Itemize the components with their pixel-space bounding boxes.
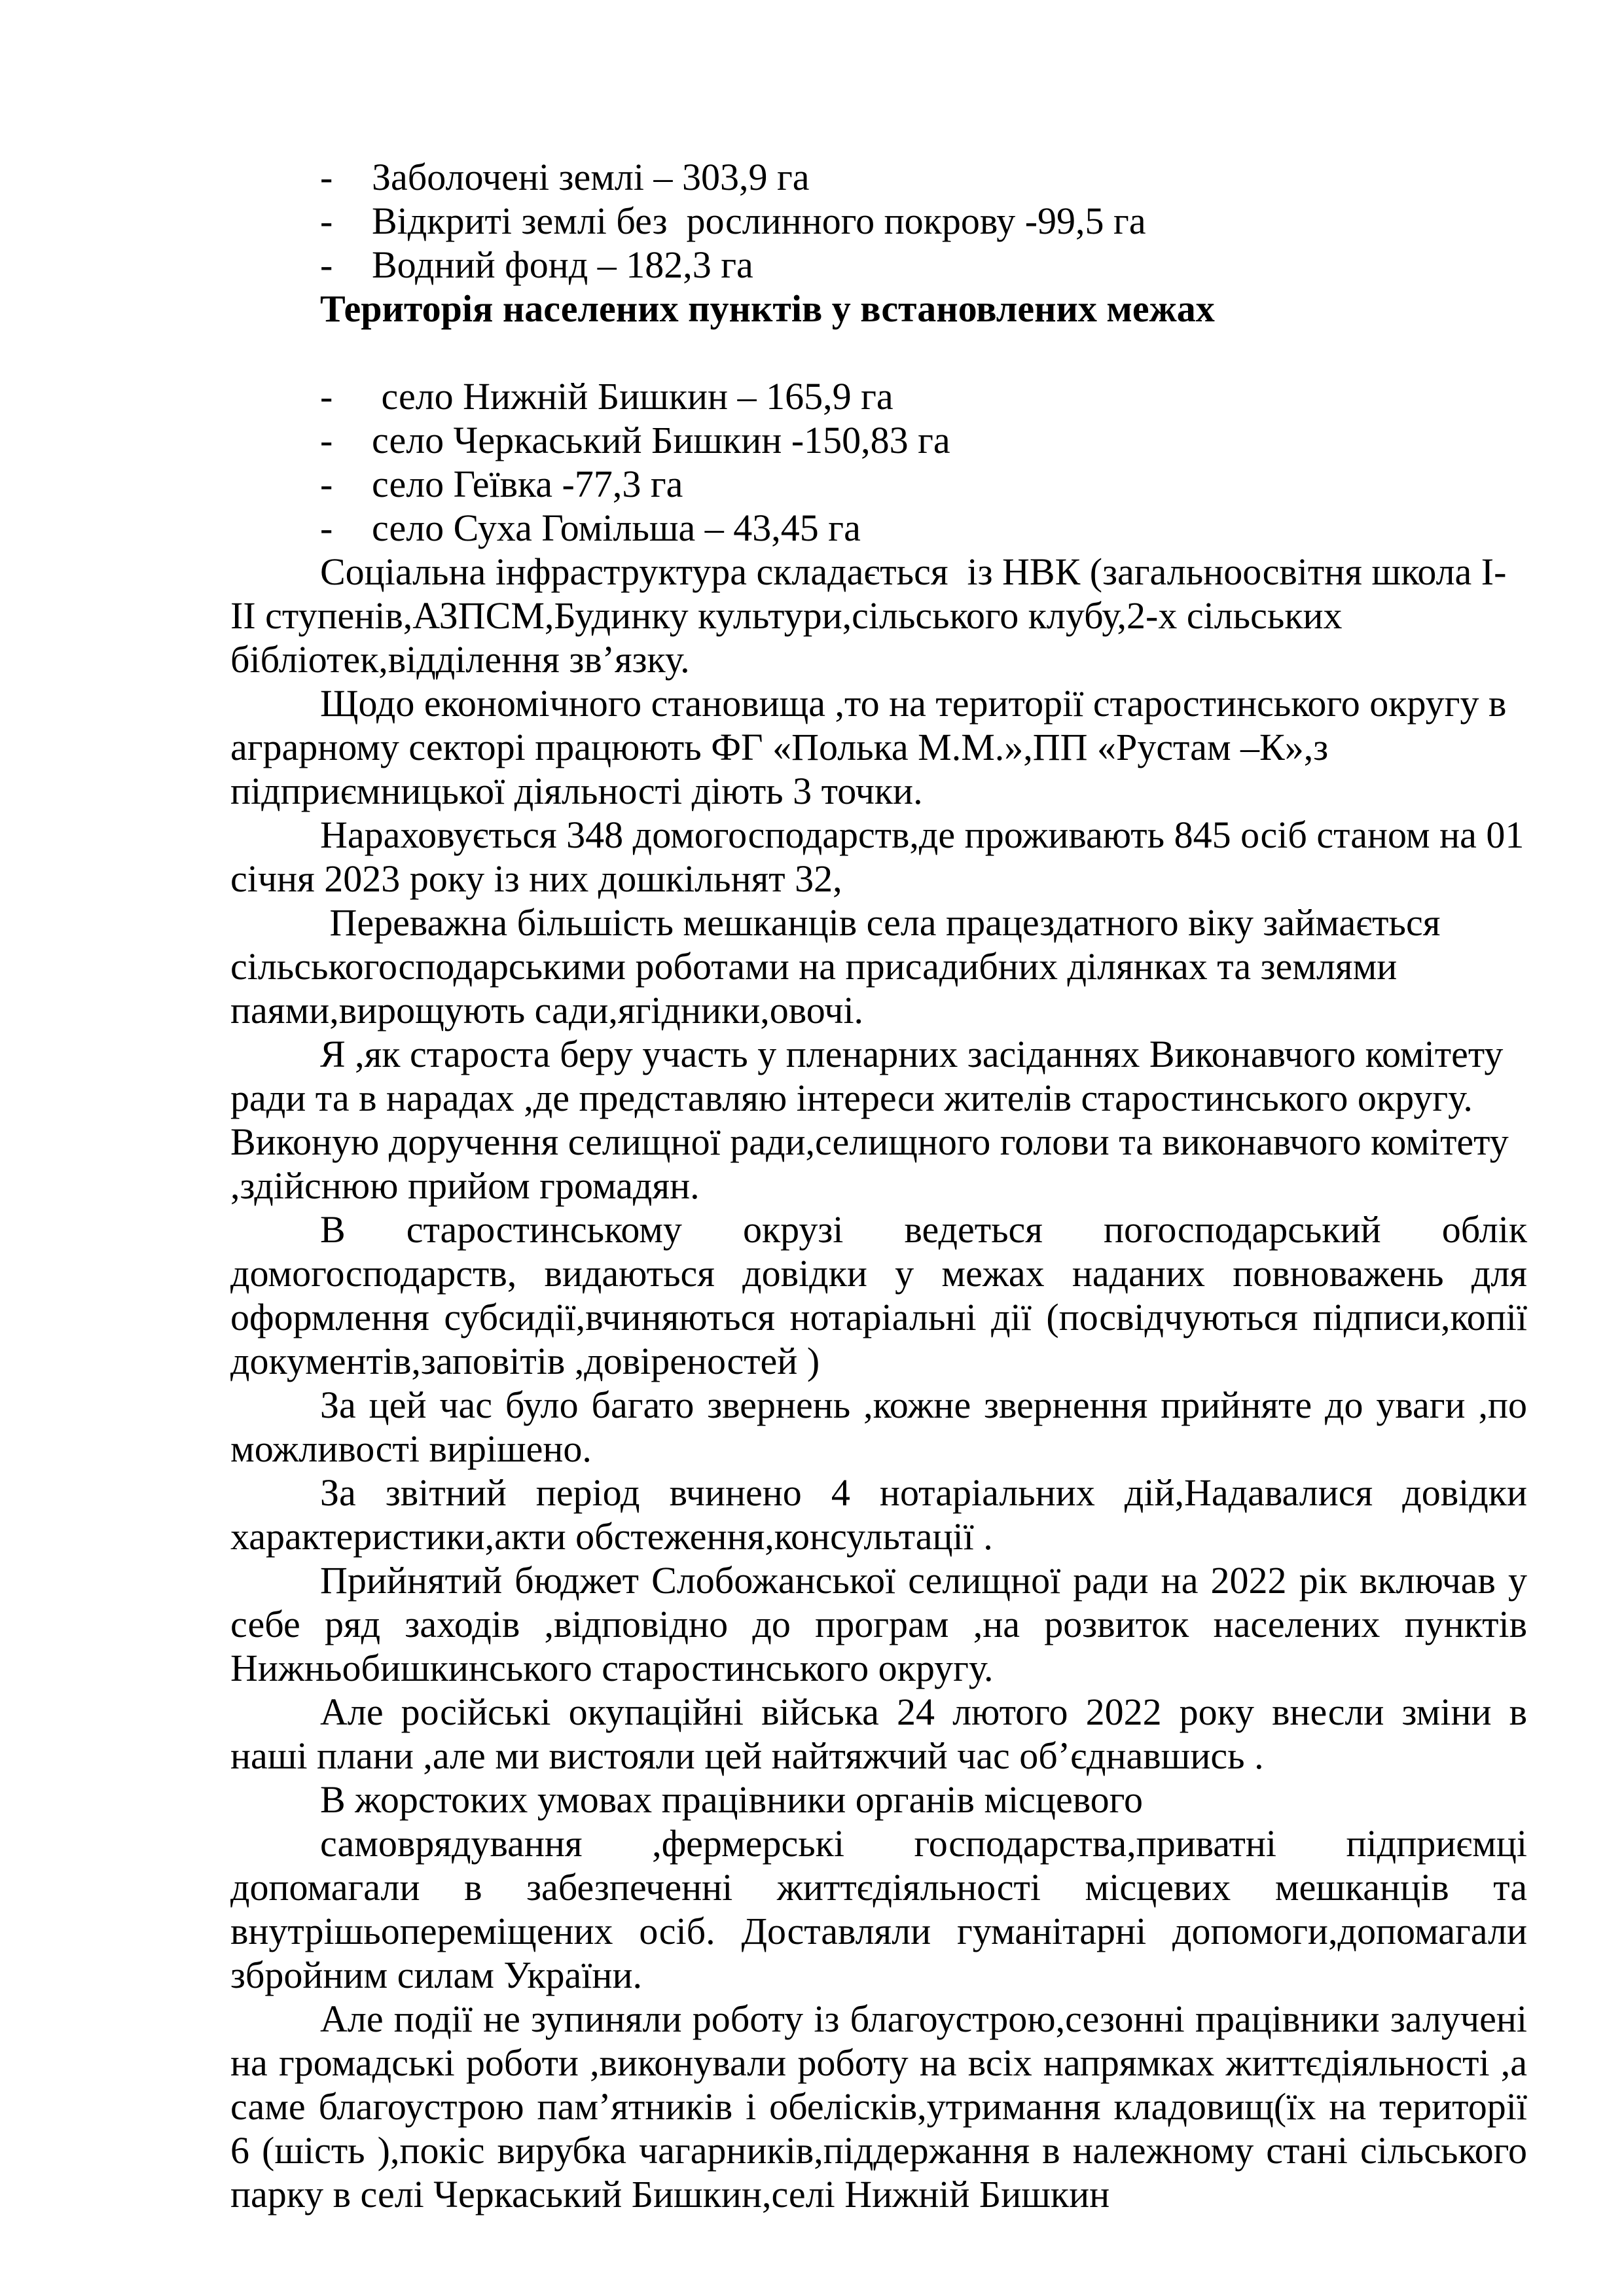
paragraph: Щодо економічного становища ,то на території старостинського округу в аграрному секторі працюють ФГ «Полька М.М.»,ПП «Рустам –К»,з підприємницької діяльності діють 3 точки. (230, 682, 1516, 812)
list-item (320, 243, 1527, 287)
paragraph: Але події не зупиняли роботу із благоустрою,сезонні працівники залучені на громадські роботи ,виконували роботу на всіх напрямках життєдіяльності ,а саме благоустрою пам’ятників і обелісків,утримання кладовищ(їх на території 6 (шість ),покіс вирубка чагарників,піддержання в належному стані сільського парку в селі Черкаський Бишкин,селі Нижній Бишкин (230, 1998, 1527, 2215)
bullet-marker: - (320, 419, 333, 461)
list-item-text: Заболочені землі – 303,9 га (372, 156, 810, 198)
bullet-marker: - (320, 156, 333, 198)
blank-line (230, 331, 1527, 374)
paragraph: В старостинському окрузі ведеться погосподарський облік домогосподарств, видаються довідки у межах наданих повноважень для оформлення субсидії,вчиняються нотаріальні дії (посвідчуються підписи,копії документів,заповітів ,довіреностей ) (230, 1208, 1527, 1382)
bullet-marker: - (320, 243, 333, 286)
bullet-marker: - (320, 200, 333, 242)
list-item (320, 374, 1527, 418)
list-item (320, 418, 1527, 462)
list-item-text: Відкриті землі без рослинного покрову -99,5 га (372, 200, 1146, 242)
list-item-text: село Суха Гомільша – 43,45 га (372, 507, 861, 549)
bullet-marker: - (320, 463, 333, 505)
paragraph: Переважна більшість мешканців села працездатного віку займається сільськогосподарськими роботами на присадибних ділянках та землями паями,вирощують сади,ягідники,овочі. (230, 901, 1450, 1031)
list-item-text: село Геївка -77,3 га (372, 463, 683, 505)
paragraph: За цей час було багато звернень ,кожне звернення прийняте до уваги ,по можливості вирішено. (230, 1384, 1527, 1470)
paragraph: Соціальна інфраструктура складається із НВК (загальноосвітня школа І-ІІ ступенів,АЗПСМ,Будинку культури,сільського клубу,2-х сільських бібліотек,відділення зв’язку. (230, 550, 1507, 681)
paragraph: Я ,як староста беру участь у пленарних засіданнях Виконавчого комітету ради та в нарадах ,де представляю інтереси жителів старостинського округу. Виконую доручення селищної ради,селищного голови та виконавчого комітету ,здійснюю прийом громадян. (230, 1033, 1519, 1207)
paragraph: Нараховується 348 домогосподарств,де проживають 845 осіб станом на 01 січня 2023 року із них дошкільнят 32, (230, 814, 1534, 900)
bullet-marker: - (320, 507, 333, 549)
list-item (320, 199, 1527, 243)
list-item (320, 155, 1527, 199)
list-item-text: Водний фонд – 182,3 га (372, 243, 753, 286)
paragraph: В жорстоких умовах працівники органів місцевого (320, 1778, 1144, 1821)
paragraph: самоврядування ,фермерські господарства,приватні підприємці допомагали в забезпеченні життєдіяльності місцевих мешканців та внутрішьопереміщених осіб. Доставляли гуманітарні допомоги,допомагали збройним силам України. (230, 1822, 1527, 1996)
paragraph: Але російські окупаційні війська 24 лютого 2022 року внесли зміни в наші плани ,але ми вистояли цей найтяжчий час об’єднавшись . (230, 1691, 1527, 1777)
section-heading: Територія населених пунктів у встановлених межах (320, 287, 1215, 330)
list-item-text: село Нижній Бишкин – 165,9 га (372, 375, 893, 418)
list-item-text: село Черкаський Бишкин -150,83 га (372, 419, 950, 461)
list-item (320, 462, 1527, 506)
bullet-marker: - (320, 375, 333, 418)
paragraph: За звітний період вчинено 4 нотаріальних дій,Надавалися довідки характеристики,акти обстеження,консультації . (230, 1471, 1527, 1558)
list-item (320, 506, 1527, 550)
paragraph: Прийнятий бюджет Слобожанської селищної ради на 2022 рік включав у себе ряд заходів ,відповідно до програм ,на розвиток населених пунктів Нижньобишкинського старостинського округу. (230, 1559, 1527, 1689)
